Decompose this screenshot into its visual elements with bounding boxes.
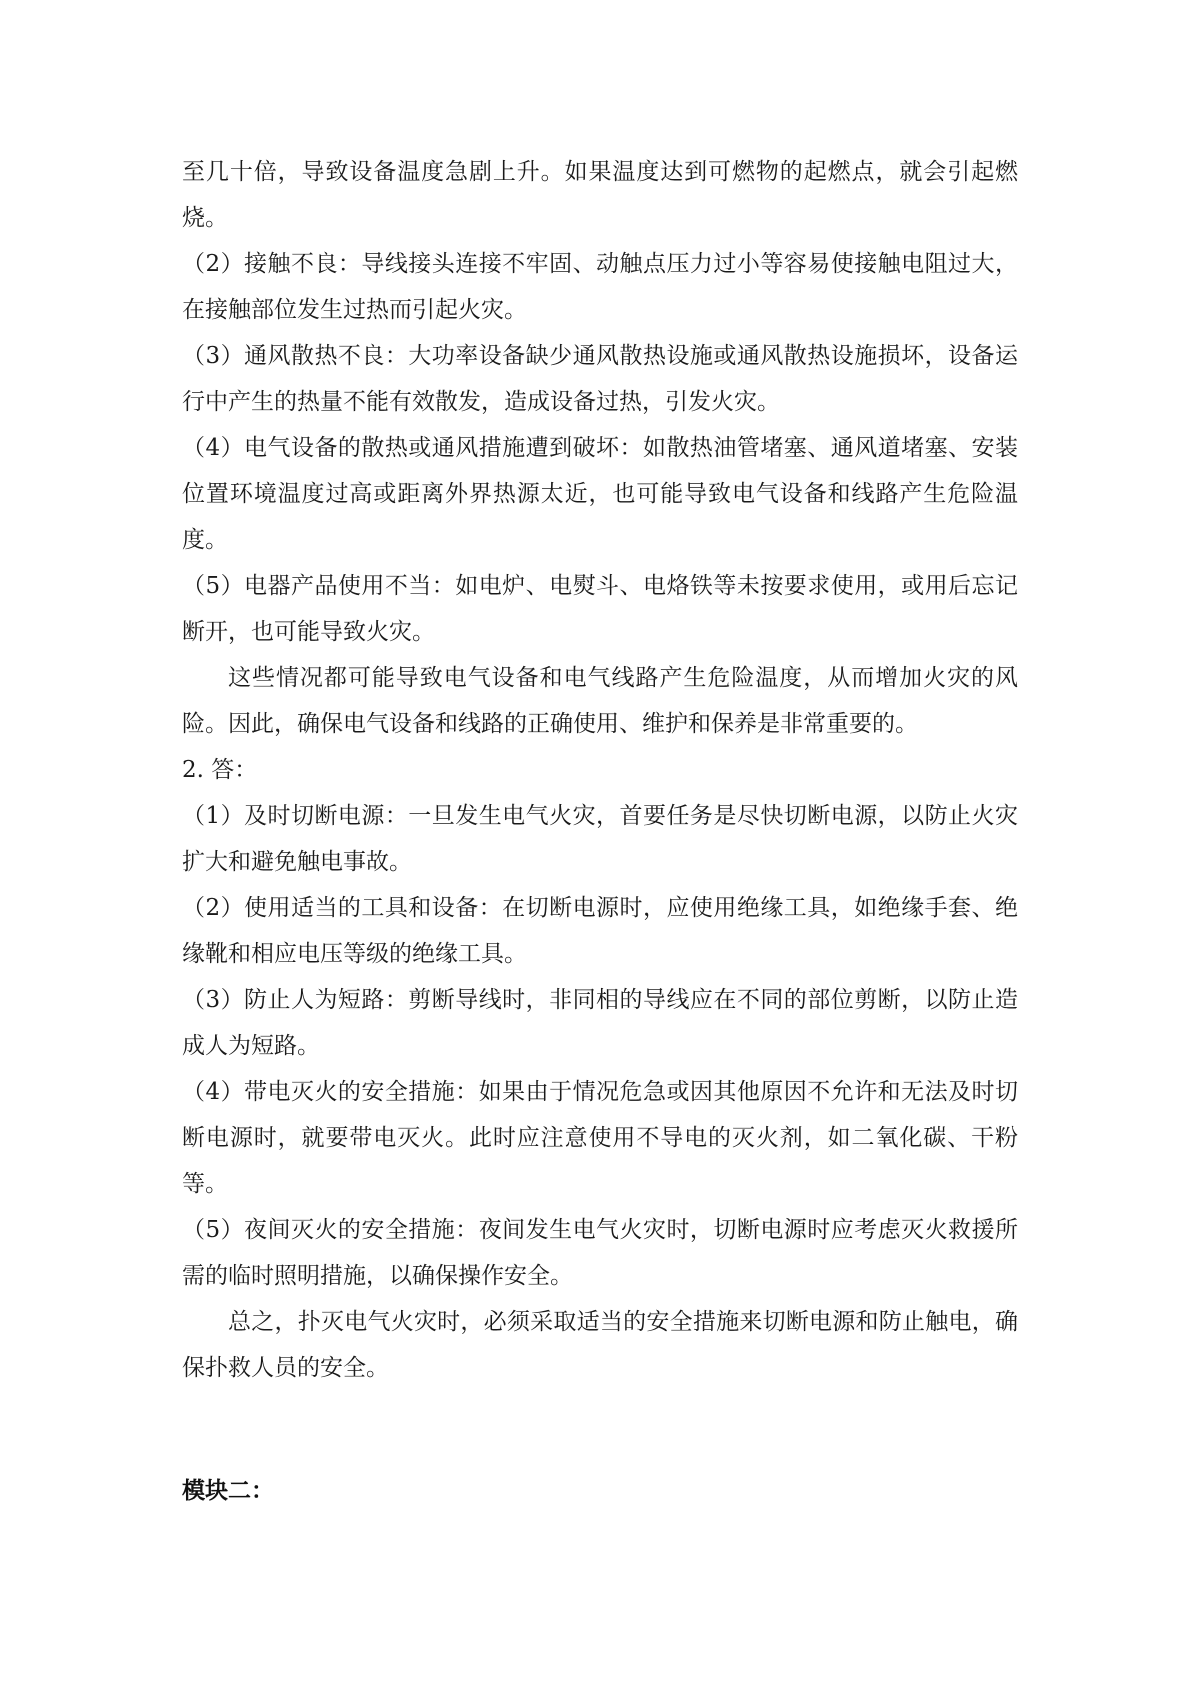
paragraph-cut-power: （1）及时切断电源：一旦发生电气火灾，首要任务是尽快切断电源，以防止火灾扩大和避免触电事故。 bbox=[182, 803, 1018, 875]
section-heading: 模块二： bbox=[182, 1478, 274, 1504]
paragraph-proper-tools: （2）使用适当的工具和设备：在切断电源时，应使用绝缘工具，如绝缘手套、绝缘靴和相应电压等级的绝缘工具。 bbox=[182, 895, 1018, 967]
paragraph-poor-contact: （2）接触不良：导线接头连接不牢固、动触点压力过小等容易使接触电阻过大，在接触部位发生过热而引起火灾。 bbox=[182, 251, 1018, 323]
paragraph-summary-1: 这些情况都可能导致电气设备和电气线路产生危险温度，从而增加火灾的风险。因此，确保电气设备和线路的正确使用、维护和保养是非常重要的。 bbox=[182, 665, 1018, 737]
answer-2-label: 2. 答： bbox=[182, 757, 258, 783]
paragraph-improper-use: （5）电器产品使用不当：如电炉、电熨斗、电烙铁等未按要求使用，或用后忘记断开，也可能导致火灾。 bbox=[182, 573, 1018, 645]
document-body bbox=[182, 149, 1018, 1391]
paragraph-summary-2: 总之，扑灭电气火灾时，必须采取适当的安全措施来切断电源和防止触电，确保扑救人员的安全。 bbox=[182, 1309, 1018, 1381]
paragraph-cooling-damaged: （4）电气设备的散热或通风措施遭到破坏：如散热油管堵塞、通风道堵塞、安装位置环境温度过高或距离外界热源太近，也可能导致电气设备和线路产生危险温度。 bbox=[182, 435, 1018, 553]
paragraph-night-firefighting: （5）夜间灭火的安全措施：夜间发生电气火灾时，切断电源时应考虑灭火救援所需的临时照明措施，以确保操作安全。 bbox=[182, 1217, 1018, 1289]
paragraph-prevent-short: （3）防止人为短路：剪断导线时，非同相的导线应在不同的部位剪断，以防止造成人为短路。 bbox=[182, 987, 1018, 1059]
paragraph-continuation: 至几十倍，导致设备温度急剧上升。如果温度达到可燃物的起燃点，就会引起燃烧。 bbox=[182, 159, 1018, 231]
paragraph-poor-ventilation: （3）通风散热不良：大功率设备缺少通风散热设施或通风散热设施损坏，设备运行中产生的热量不能有效散发，造成设备过热，引发火灾。 bbox=[182, 343, 1018, 415]
paragraph-live-firefighting: （4）带电灭火的安全措施：如果由于情况危急或因其他原因不允许和无法及时切断电源时，就要带电灭火。此时应注意使用不导电的灭火剂，如二氧化碳、干粉等。 bbox=[182, 1079, 1018, 1197]
